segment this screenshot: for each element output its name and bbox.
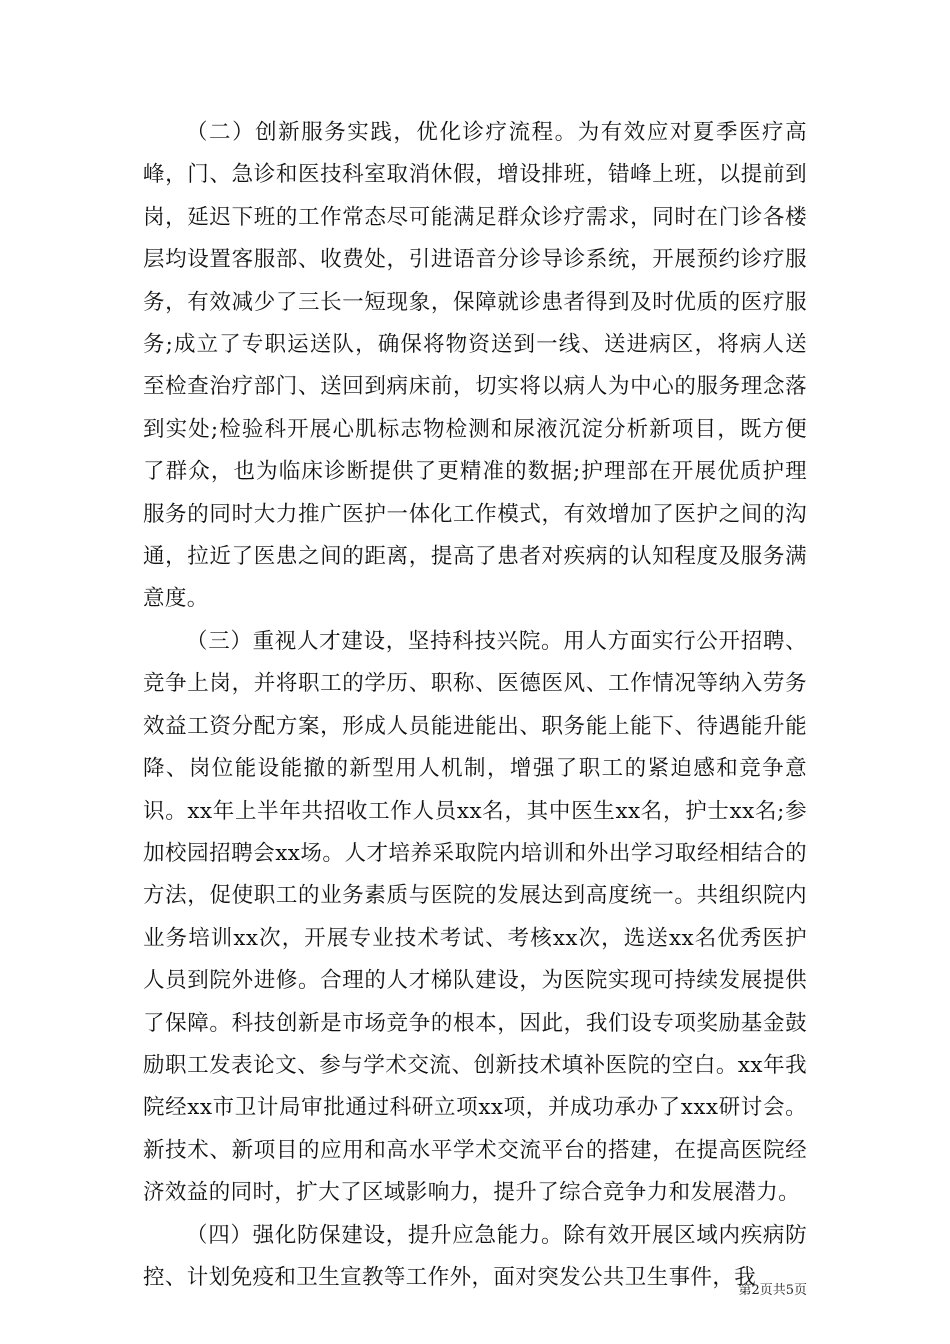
page-number-footer: 第2页共5页 — [738, 1283, 807, 1298]
paragraph-prevention-building: （四）强化防保建设，提升应急能力。除有效开展区域内疾病防控、计划免疫和卫生宣教等工作外，面对突发公共卫生事件，我 — [143, 1222, 807, 1290]
paragraph-service-practice: （二）创新服务实践，优化诊疗流程。为有效应对夏季医疗高峰，门、急诊和医技科室取消休假，增设排班，错峰上班，以提前到岗，延迟下班的工作常态尽可能满足群众诊疗需求，同时在门诊各楼层均设置客服部、收费处，引进语音分诊导诊系统，开展预约诊疗服务，有效减少了三长一短现象，保障就诊患者得到及时优质的医疗服务;成立了专职运送队，确保将物资送到一线、送进病区，将病人送至检查治疗部门、送回到病床前，切实将以病人为中心的服务理念落到实处;检验科开展心肌标志物检测和尿液沉淀分析新项目，既方便了群众，也为临床诊断提供了更精准的数据;护理部在开展优质护理服务的同时大力推广医护一体化工作模式，有效增加了医护之间的沟通，拉近了医患之间的距离，提高了患者对疾病的认知程度及服务满意度。 — [143, 120, 807, 612]
document-body — [143, 112, 807, 1299]
paragraph-talent-building: （三）重视人才建设，坚持科技兴院。用人方面实行公开招聘、竞争上岗，并将职工的学历、职称、医德医风、工作情况等纳入劳务效益工资分配方案，形成人员能进能出、职务能上能下、待遇能升能降、岗位能设能撤的新型用人机制，增强了职工的紧迫感和竞争意识。xx年上半年共招收工作人员xx名，其中医生xx名，护士xx名;参加校园招聘会xx场。人才培养采取院内培训和外出学习取经相结合的方法，促使职工的业务素质与医院的发展达到高度统一。共组织院内业务培训xx次，开展专业技术考试、考核xx次，选送xx名优秀医护人员到院外进修。合理的人才梯队建设，为医院实现可持续发展提供了保障。科技创新是市场竞争的根本，因此，我们设专项奖励基金鼓励职工发表论文、参与学术交流、创新技术填补医院的空白。xx年我院经xx市卫计局审批通过科研立项xx项，并成功承办了xxx研讨会。新技术、新项目的应用和高水平学术交流平台的搭建，在提高医院经济效益的同时，扩大了区域影响力，提升了综合竞争力和发展潜力。 — [143, 628, 807, 1206]
